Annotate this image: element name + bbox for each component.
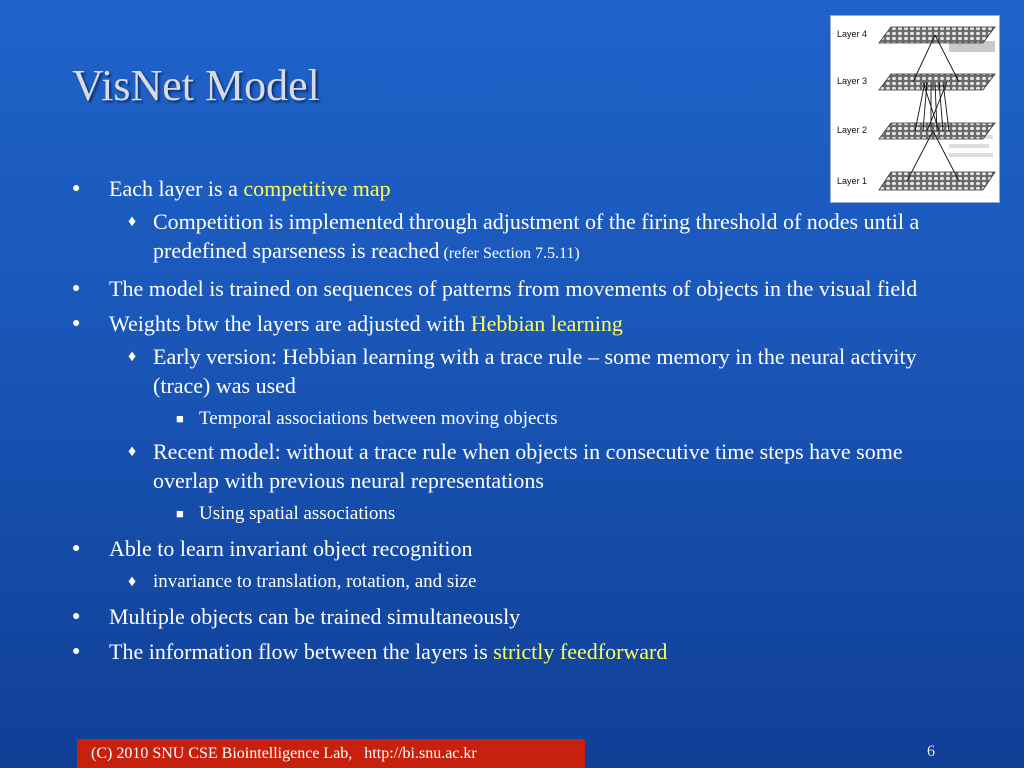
bullet-text: Temporal associations between moving objects <box>199 408 558 429</box>
faint-background-text <box>949 41 995 157</box>
sub-bullet-item <box>72 567 972 596</box>
bullet-text: Recent model: without a trace rule when objects in consecutive time steps have some overlap with previous neural representations <box>153 439 903 493</box>
layer-label: Layer 4 <box>837 29 868 39</box>
sub-bullet-item <box>72 342 972 400</box>
connection-lines <box>907 35 959 181</box>
bullet-text: Weights btw the layers are adjusted with <box>109 311 471 336</box>
bullet-item <box>72 602 972 631</box>
bullet-text: Competition is implemented through adjustment of the firing threshold of nodes until a predefined sparseness is reached <box>153 209 920 263</box>
page-number: 6 <box>927 743 935 760</box>
round-bullet-icon: ● <box>72 181 81 196</box>
sub-sub-bullet-item <box>72 499 972 528</box>
sub-sub-bullet-item <box>72 404 972 433</box>
bullet-list <box>72 168 972 666</box>
highlight-text: strictly feedforward <box>493 639 668 664</box>
bullet-item <box>72 534 972 563</box>
layer-4-grid <box>879 27 995 43</box>
round-bullet-icon: ● <box>72 644 81 659</box>
bullet-text: Early version: Hebbian learning with a trace rule – some memory in the neural activity (trace) was used <box>153 344 917 398</box>
slide-title: VisNet Model <box>72 61 320 110</box>
bullet-item <box>72 174 972 203</box>
round-bullet-icon: ● <box>72 609 81 624</box>
square-bullet-icon: ■ <box>176 411 184 426</box>
bullet-text: Each layer is a <box>109 176 244 201</box>
footer-credit: (C) 2010 SNU CSE Biointelligence Lab, http://bi.snu.ac.kr <box>77 739 585 768</box>
bullet-item <box>72 309 972 338</box>
diamond-bullet-icon: ♦ <box>128 573 137 590</box>
bullet-text: Multiple objects can be trained simultaneously <box>109 604 521 629</box>
round-bullet-icon: ● <box>72 316 81 331</box>
layer-label: Layer 2 <box>837 125 868 135</box>
square-bullet-icon: ■ <box>176 506 184 521</box>
layer-label: Layer 1 <box>837 176 868 186</box>
highlight-text: competitive map <box>243 176 391 201</box>
bullet-item <box>72 274 972 303</box>
layer-3-grid <box>879 74 995 90</box>
diamond-bullet-icon: ♦ <box>128 348 137 365</box>
bullet-text: The model is trained on sequences of patterns from movements of objects in the visual field <box>109 276 918 301</box>
diamond-bullet-icon: ♦ <box>128 213 137 230</box>
round-bullet-icon: ● <box>72 281 81 296</box>
bullet-text: The information flow between the layers is <box>109 639 494 664</box>
sub-bullet-item <box>72 437 972 495</box>
layer-label: Layer 3 <box>837 76 868 86</box>
bullet-text: Using spatial associations <box>199 503 396 524</box>
bullet-text: Able to learn invariant object recognition <box>109 536 473 561</box>
highlight-text: Hebbian learning <box>470 311 623 336</box>
reference-text: (refer Section 7.5.11) <box>439 245 580 262</box>
round-bullet-icon: ● <box>72 541 81 556</box>
diamond-bullet-icon: ♦ <box>128 443 137 460</box>
sub-bullet-item <box>72 207 972 268</box>
bullet-text: invariance to translation, rotation, and size <box>153 571 477 592</box>
bullet-item <box>72 637 972 666</box>
